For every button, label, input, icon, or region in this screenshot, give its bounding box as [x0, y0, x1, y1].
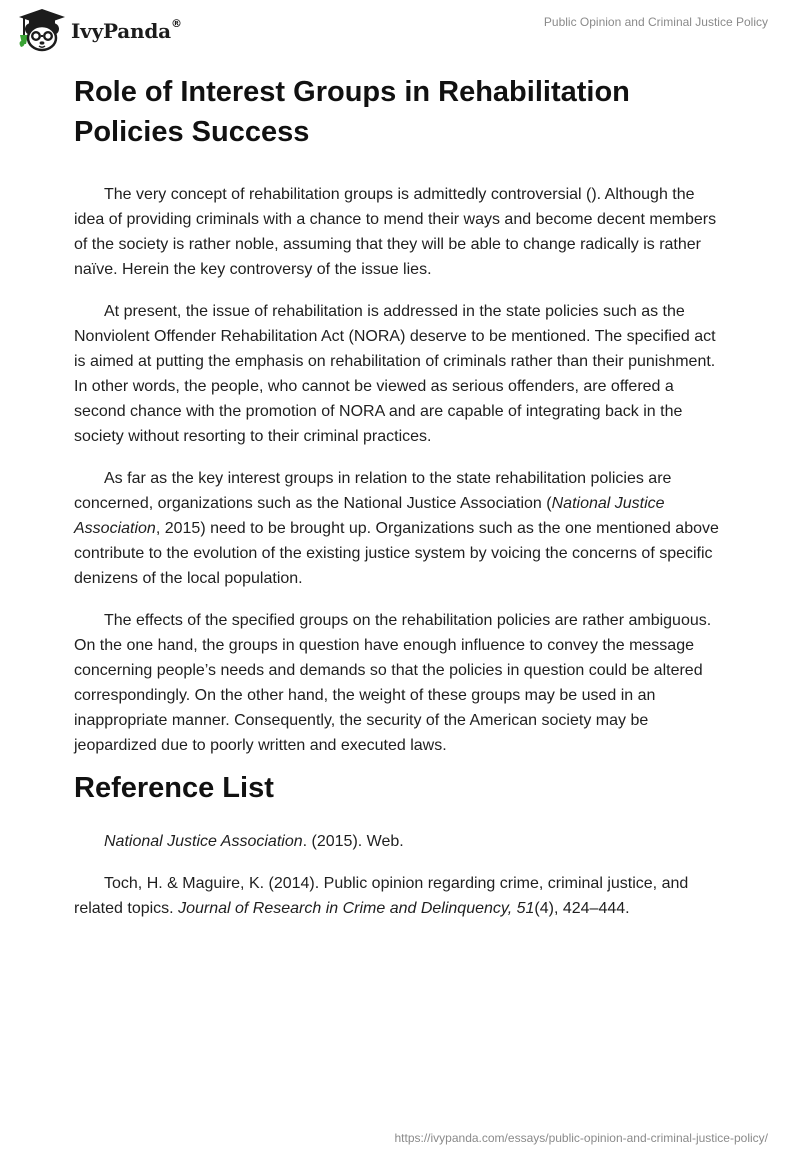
reference-details: (4), 424–444.	[534, 900, 630, 917]
document-title: Public Opinion and Criminal Justice Policy	[543, 15, 768, 29]
body-paragraph	[74, 182, 724, 282]
ivypanda-logo[interactable]	[15, 7, 182, 53]
paragraph-text: , 2015) need to be brought up. Organizations such as the one mentioned above contribute to the evolution of the existing justice system by voicing the concerns of specific denizens of the local population.	[74, 520, 719, 587]
paragraph-text: At present, the issue of rehabilitation is addressed in the state policies such as the Nonviolent Offender Rehabilitation Act (NORA) deserve to be mentioned. The specified act is aimed at putting the emphasis on rehabilitation of criminals rather than their punishment. In other words, the people, who cannot be viewed as serious offenders, are offered a second chance with the promotion of NORA and are capable of integrating back in the society without resorting to their criminal practices.	[74, 303, 716, 445]
reference-journal: Journal of Research in Crime and Delinquency, 51	[178, 900, 535, 917]
registered-mark: ®	[170, 17, 182, 30]
paragraph-text: As far as the key interest groups in relation to the state rehabilitation policies are concerned, organizations such as the National Justice Association (	[74, 470, 672, 512]
reference-entry	[74, 829, 724, 854]
body-paragraph	[74, 466, 724, 591]
inline-citation: National Justice Association	[74, 495, 665, 537]
paragraph-text: The effects of the specified groups on the rehabilitation policies are rather ambiguous. On the one hand, the groups in question have enough influence to convey the message concerning people’s needs and demands so that the policies in question could be altered correspondingly. On the other hand, the weight of these groups may be used in an inappropriate manner. Consequently, the security of the American society may be jeopardized due to poorly written and executed laws.	[74, 612, 712, 754]
body-paragraph	[74, 608, 724, 758]
document-body	[74, 72, 724, 938]
paragraph-text: The very concept of rehabilitation groups is admittedly controversial (). Although the idea of providing criminals with a chance to mend their ways and become decent members of the society is rather noble, assuming that they will be able to change radically is rather naïve. Herein the key controversy of the issue lies.	[74, 186, 717, 278]
page-header	[0, 0, 800, 60]
source-url[interactable]: https://ivypanda.com/essays/public-opinion-and-criminal-justice-policy/	[394, 1131, 768, 1145]
reference-details: . (2015). Web.	[302, 833, 404, 850]
body-paragraph	[74, 299, 724, 449]
brand-name: IvyPanda®	[71, 17, 182, 43]
reference-entry	[74, 871, 724, 921]
article-heading: Role of Interest Groups in Rehabilitation Policies Success	[74, 76, 630, 148]
reference-title: National Justice Association	[104, 833, 303, 850]
reference-list-heading: Reference List	[74, 772, 274, 804]
panda-graduate-icon	[15, 7, 69, 53]
reference-authors: Toch, H. & Maguire, K. (2014). Public opinion regarding crime, criminal justice, and related topics.	[74, 875, 689, 917]
